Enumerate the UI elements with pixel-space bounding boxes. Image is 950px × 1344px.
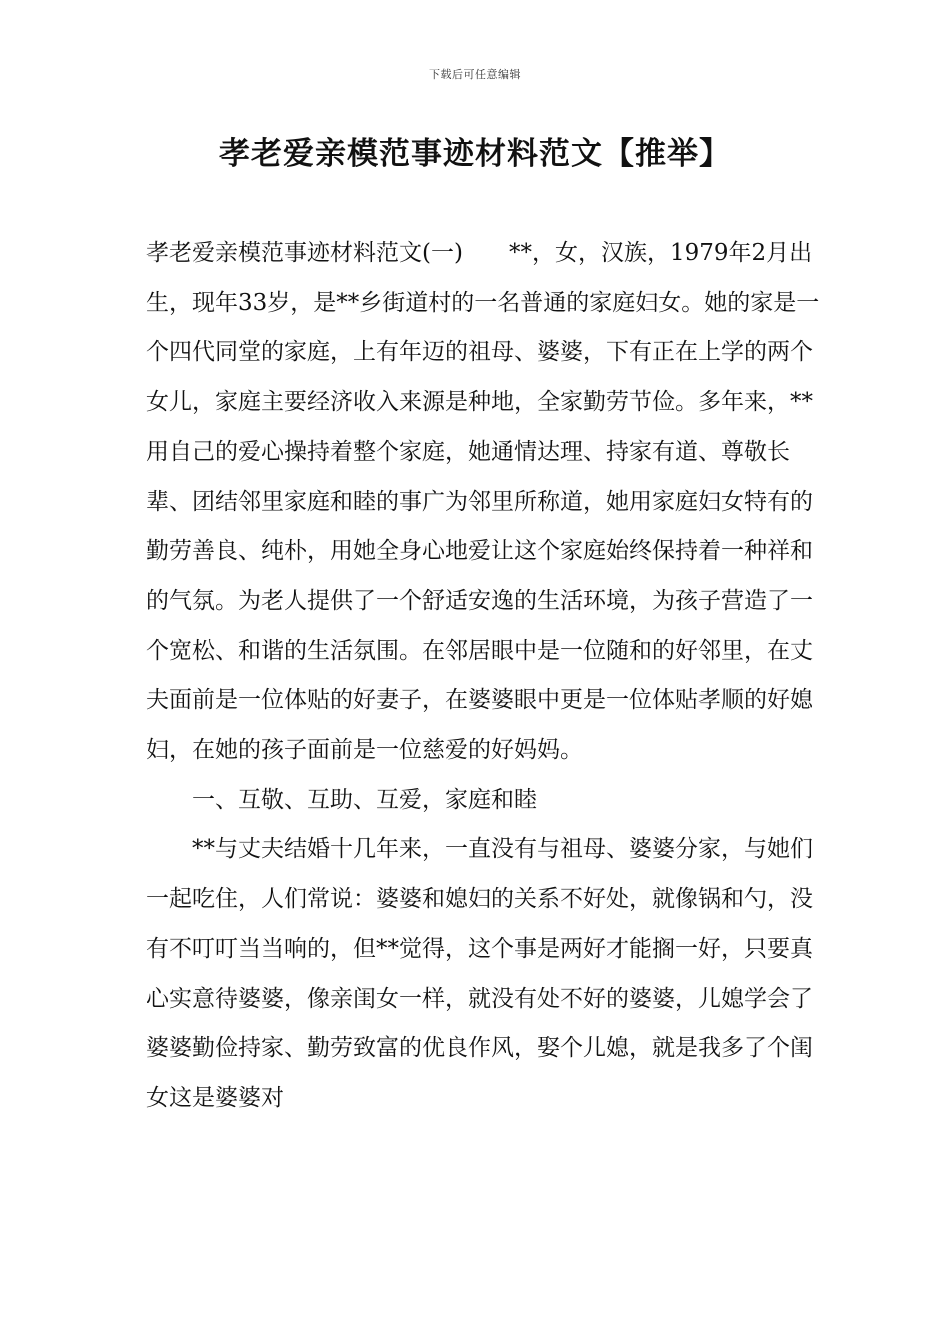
document-title: 孝老爱亲模范事迹材料范文【推举】 (219, 136, 731, 172)
paragraph-intro: 孝老爱亲模范事迹材料范文(一) **，女，汉族，1979年2月出生，现年33岁，是**乡街道村的一名普通的家庭妇女。她的家是一个四代同堂的家庭，上有年迈的祖母、婆婆，下有正在上学的两个女儿，家庭主要经济收入来源是种地，全家勤劳节俭。多年来，**用自己的爱心操持着整个家庭，她通情达理、持家有道、尊敬长辈、团结邻里家庭和睦的事广为邻里所称道，她用家庭妇女特有的勤劳善良、纯朴，用她全身心地爱让这个家庭始终保持着一种祥和的气氛。为老人提供了一个舒适安逸的生活环境，为孩子营造了一个宽松、和谐的生活氛围。在邻居眼中是一位随和的好邻里，在丈夫面前是一位体贴的好妻子，在婆婆眼中更是一位体贴孝顺的好媳妇，在她的孩子面前是一位慈爱的好妈妈。 (146, 240, 820, 764)
section-heading: 一、互敬、互助、互爱，家庭和睦 (192, 786, 537, 813)
paragraph-section-one: **与丈夫结婚十几年来，一直没有与祖母、婆婆分家，与她们一起吃住，人们常说：婆婆和媳妇的关系不好处，就像锅和勺，没有不叮叮当当响的，但**觉得，这个事是两好才能搁一好，只要真心实意待婆婆，像亲闺女一样，就没有处不好的婆婆，儿媳学会了婆婆勤俭持家、勤劳致富的优良作风，娶个儿媳，就是我多了个闺女这是婆婆对 (146, 836, 813, 1111)
document-body (146, 229, 826, 1124)
header-note: 下载后可任意编辑 (429, 68, 521, 81)
